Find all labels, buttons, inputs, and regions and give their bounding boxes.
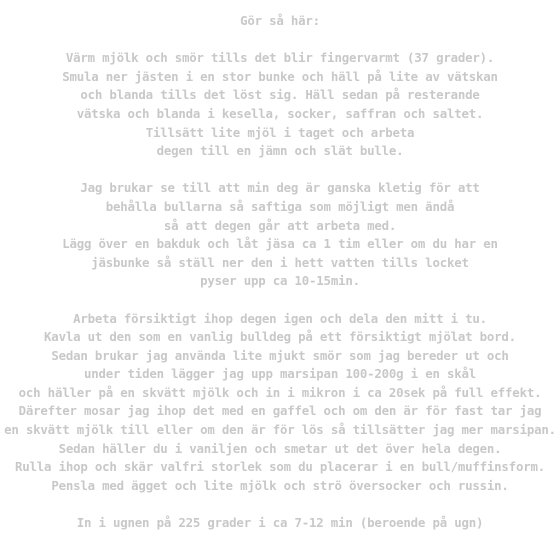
- text-line: Lägg över en bakduk och låt jäsa ca 1 tim eller om du har en: [62, 236, 498, 252]
- paragraph-spacer: [0, 161, 560, 180]
- text-line: jäsbunke så ställ ner den i hett vatten tills locket: [91, 254, 469, 270]
- text-line: en skvätt mjölk till eller om den är för lös så tillsätter jag mer marsipan.: [4, 422, 556, 438]
- text-line: Kavla ut den som en vanlig bulldeg på ett försiktigt mjölat bord.: [44, 329, 516, 345]
- paragraph-spacer: [0, 291, 560, 310]
- instructions-heading: Gör så här:: [240, 13, 320, 28]
- text-line: Rulla ihop och skär valfri storlek som du placerar i en bull/muffinsform.: [15, 459, 545, 475]
- text-line: Värm mjölk och smör tills det blir fingervarmt (37 grader).: [65, 50, 495, 66]
- text-line: och blanda tills det löst sig. Häll sedan på resterande: [80, 87, 480, 103]
- paragraph-3: [0, 310, 560, 496]
- text-line: under tiden lägger jag upp marsipan 100-200g i en skål: [83, 366, 477, 382]
- text-line: Därefter mosar jag ihop det med en gaffel och om den är för fast tar jag: [18, 403, 542, 419]
- paragraph-2: [0, 179, 560, 291]
- text-line: Sedan häller du i vaniljen och smetar ut det över hela degen.: [58, 440, 502, 456]
- text-line: In i ugnen på 225 grader i ca 7-12 min (beroende på ugn): [76, 515, 484, 531]
- text-line: Tillsätt lite mjöl i taget och arbeta: [145, 124, 415, 140]
- text-line: Smula ner jästen i en stor bunke och häll på lite av vätskan: [62, 68, 498, 84]
- paragraph-spacer: [0, 31, 560, 50]
- text-line: Sedan brukar jag använda lite mjukt smör som jag bereder ut och: [51, 347, 509, 363]
- text-line: vätska och blanda i kesella, socker, saffran och saltet.: [76, 105, 484, 121]
- text-line: Jag brukar se till att min deg är ganska kletig för att: [80, 180, 480, 196]
- text-line: och häller på en skvätt mjölk och in i mikron i ca 20sek på full effekt.: [18, 384, 542, 400]
- text-line: degen till en jämn och slät bulle.: [156, 143, 404, 159]
- text-line: Arbeta försiktigt ihop degen igen och dela den mitt i tu.: [73, 310, 487, 326]
- paragraph-spacer: [0, 495, 560, 514]
- text-line: pyser upp ca 10-15min.: [200, 273, 360, 289]
- text-line: så att degen går att arbeta med.: [163, 217, 397, 233]
- paragraph-4: [0, 514, 560, 533]
- text-line: behålla bullarna så saftiga som möjligt men ändå: [105, 198, 455, 214]
- text-line: Pensla med ägget och lite mjölk och strö översocker och russin.: [51, 477, 509, 493]
- paragraph-1: [0, 49, 560, 161]
- recipe-instructions: [0, 12, 560, 533]
